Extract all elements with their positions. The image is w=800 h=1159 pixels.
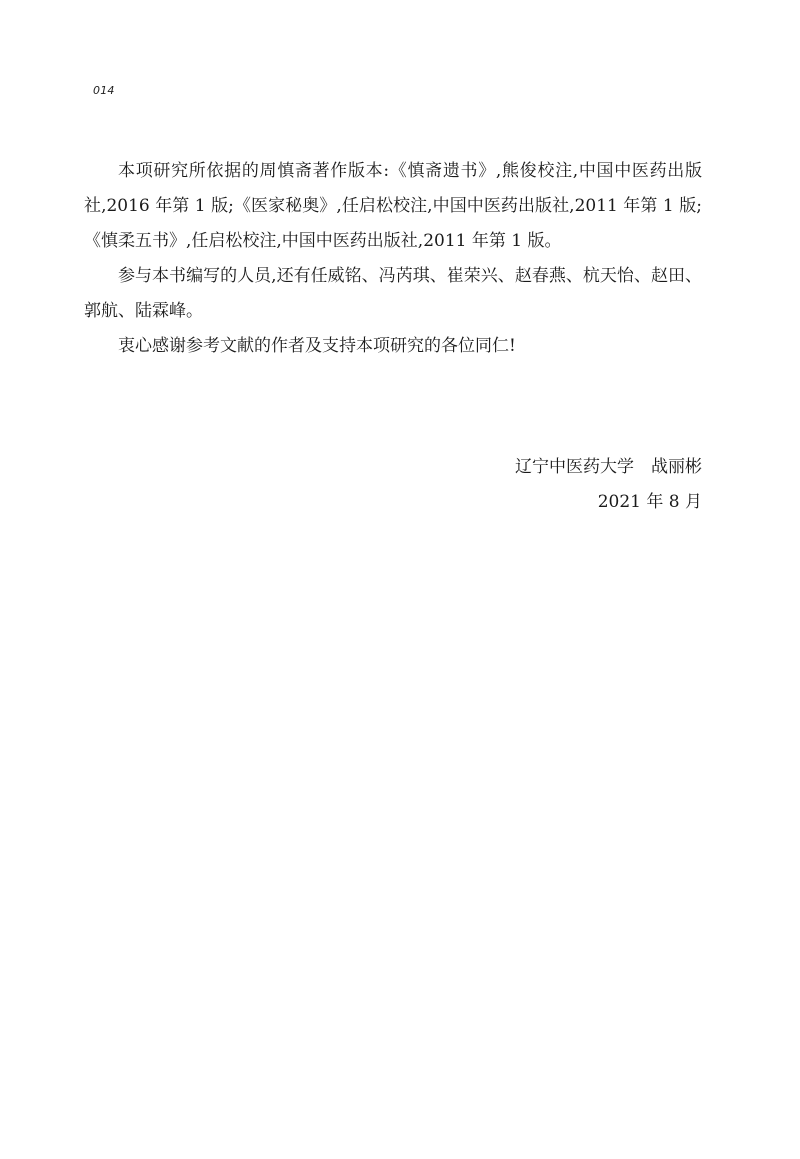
paragraph-acknowledgement: 衷心感谢参考文献的作者及支持本项研究的各位同仁! (118, 336, 516, 356)
main-text (84, 154, 702, 364)
paragraph-editions: 本项研究所依据的周慎斋著作版本:《慎斋遗书》,熊俊校注,中国中医药出版社,2016 年第 1 版;《医家秘奥》,任启松校注,中国中医药出版社,2011 年第 1 版;《慎柔五书》,任启松校注,中国中医药出版社,2011 年第 1 版。 (84, 161, 702, 251)
signature-date: 2021 年 8 月 (597, 492, 702, 512)
signature-block (515, 450, 702, 520)
paragraph-contributors: 参与本书编写的人员,还有任威铭、冯芮琪、崔荣兴、赵春燕、杭天怡、赵田、郭航、陆霖峰。 (84, 266, 702, 321)
signature-institution: 辽宁中医药大学 (515, 457, 634, 477)
page-number: 014 (93, 84, 115, 97)
signature-line (515, 450, 702, 485)
signature-author: 战丽彬 (651, 457, 702, 477)
